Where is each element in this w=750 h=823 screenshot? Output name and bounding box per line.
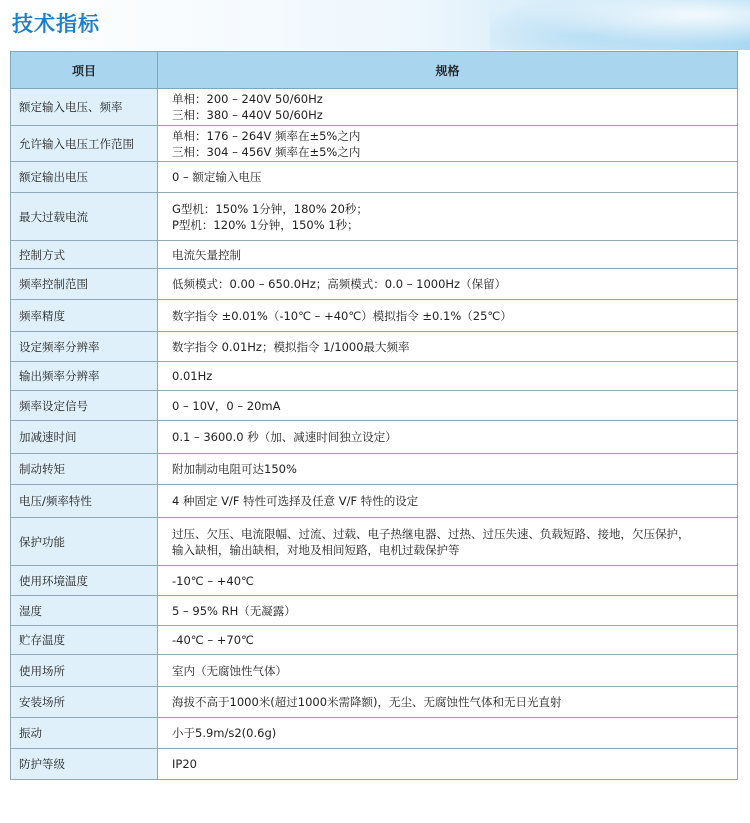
spec-value-cell [158,566,738,596]
spec-item-label: 控制方式 [11,241,158,269]
spec-value-line: 输入缺相，输出缺相，对地及相间短路，电机过载保护等 [172,542,460,557]
spec-value-line: IP20 [172,757,197,771]
spec-value-cell [158,626,738,655]
spec-item-label: 湿度 [11,596,158,626]
table-row [11,89,738,126]
table-row [11,362,738,391]
spec-value-line: 0 – 10V，0 – 20mA [172,398,281,413]
table-header-row [11,52,738,89]
spec-value-cell [158,362,738,391]
table-row [11,162,738,193]
spec-value-cell [158,421,738,454]
spec-item-label: 贮存温度 [11,626,158,655]
spec-value-line: 数字指令 0.01Hz；模拟指令 1/1000最大频率 [172,339,410,354]
spec-value-cell [158,391,738,421]
spec-value-cell [158,269,738,300]
table-row [11,485,738,518]
spec-value-cell [158,300,738,332]
table-row [11,332,738,362]
spec-item-label: 额定输入电压、频率 [11,89,158,126]
spec-item-label: 最大过载电流 [11,193,158,241]
spec-value-line: 0 – 额定输入电压 [172,170,262,184]
spec-item-label: 电压/频率特性 [11,485,158,518]
spec-value-line: -10℃ – +40℃ [172,573,254,588]
spec-value-line: 电流矢量控制 [172,247,241,262]
spec-value-line: 过压、欠压、电流限幅、过流、过载、电子热继电器、过热、过压失速、负载短路、接地，欠压保护， [172,526,690,541]
spec-value-line: 5 – 95% RH（无凝露） [172,603,296,618]
table-row [11,300,738,332]
spec-value-cell [158,596,738,626]
spec-value-cell [158,454,738,485]
spec-value-line: G型机：150% 1分钟，180% 20秒； [172,201,368,216]
table-row [11,421,738,454]
spec-value-cell [158,126,738,162]
table-row [11,269,738,300]
spec-table [10,51,738,780]
title-banner [0,0,750,50]
table-row [11,566,738,596]
spec-item-label: 频率控制范围 [11,269,158,300]
table-row [11,718,738,749]
page-title: 技术指标 [12,12,100,36]
spec-item-label: 保护功能 [11,518,158,566]
spec-value-cell [158,718,738,749]
spec-value-line: 三相：304 – 456V 频率在±5%之内 [172,144,361,159]
spec-value-cell [158,193,738,241]
table-row [11,454,738,485]
spec-value-cell [158,518,738,566]
spec-item-label: 加减速时间 [11,421,158,454]
spec-item-label: 使用场所 [11,655,158,687]
spec-value-line: 数字指令 ±0.01%（-10℃ – +40℃）模拟指令 ±0.1%（25℃） [172,308,512,323]
spec-item-label: 频率精度 [11,300,158,332]
spec-value-line: P型机：120% 1分钟，150% 1秒； [172,217,359,232]
spec-value-line: -40℃ – +70℃ [172,633,254,647]
spec-value-cell [158,241,738,269]
spec-item-label: 安装场所 [11,687,158,718]
spec-value-line: 低频模式：0.00 – 650.0Hz；高频模式：0.0 – 1000Hz（保留） [172,277,507,291]
spec-item-label: 设定频率分辨率 [11,332,158,362]
spec-value-line: 室内（无腐蚀性气体） [172,663,287,678]
table-row [11,391,738,421]
spec-value-cell [158,162,738,193]
spec-value-cell [158,485,738,518]
header-item: 项目 [11,52,158,89]
spec-value-cell [158,687,738,718]
spec-value-cell [158,749,738,780]
spec-value-line: 4 种固定 V/F 特性可选择及任意 V/F 特性的设定 [172,494,419,508]
table-row [11,126,738,162]
spec-item-label: 允许输入电压工作范围 [11,126,158,162]
spec-value-cell [158,332,738,362]
spec-value-line: 海拔不高于1000米(超过1000米需降额)，无尘、无腐蚀性气体和无日光直射 [172,695,562,709]
spec-value-line: 小于5.9m/s2(0.6g) [172,726,277,740]
spec-item-label: 额定输出电压 [11,162,158,193]
spec-value-line: 附加制动电阻可达150% [172,462,297,476]
table-row [11,749,738,780]
spec-item-label: 频率设定信号 [11,391,158,421]
header-spec: 规格 [158,52,738,89]
spec-item-label: 输出频率分辨率 [11,362,158,391]
table-row [11,241,738,269]
spec-value-cell [158,655,738,687]
spec-value-line: 三相：380 – 440V 50/60Hz [172,108,323,122]
spec-value-line: 单相：200 – 240V 50/60Hz [172,92,323,106]
table-row [11,518,738,566]
spec-item-label: 振动 [11,718,158,749]
spec-item-label: 使用环境温度 [11,566,158,596]
spec-value-line: 单相：176 – 264V 频率在±5%之内 [172,128,361,143]
table-row [11,687,738,718]
spec-item-label: 制动转矩 [11,454,158,485]
table-row [11,193,738,241]
table-row [11,655,738,687]
spec-item-label: 防护等级 [11,749,158,780]
spec-value-cell [158,89,738,126]
spec-value-line: 0.1 – 3600.0 秒（加、减速时间独立设定） [172,430,397,444]
spec-value-line: 0.01Hz [172,369,213,383]
table-row [11,596,738,626]
table-row [11,626,738,655]
